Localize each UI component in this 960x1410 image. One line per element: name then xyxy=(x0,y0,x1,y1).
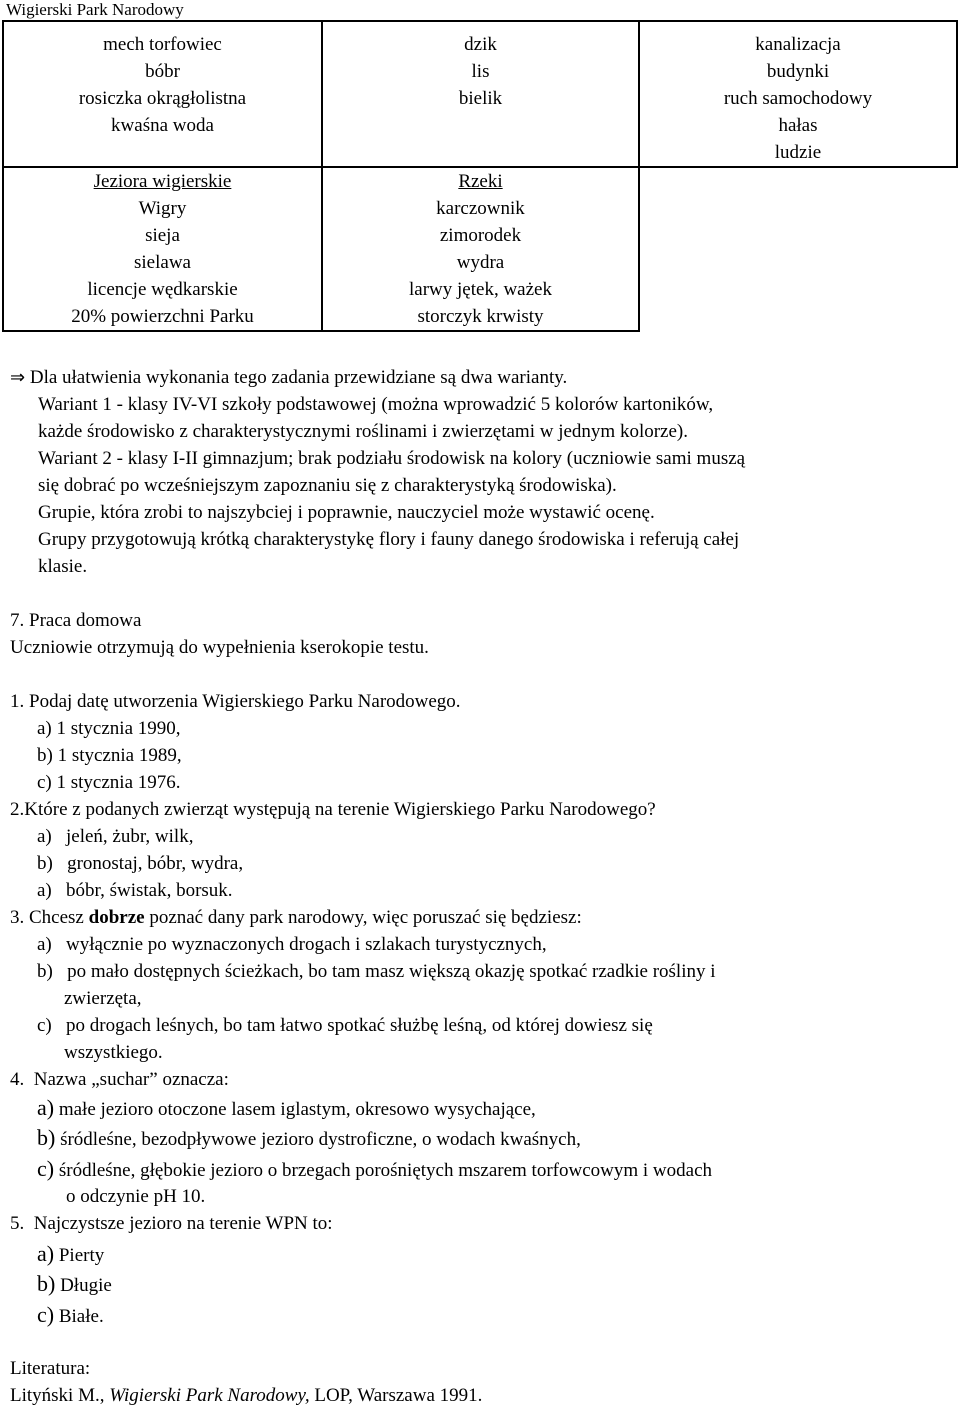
literature-publisher: LOP, Warszawa 1991. xyxy=(309,1385,483,1406)
note-line: Grupy przygotowują krótką charakterystykę flory i fauny danego środowiska i referują całej xyxy=(38,529,740,550)
answer-option: c) 1 stycznia 1976. xyxy=(37,772,181,793)
table-cell xyxy=(639,21,957,167)
answer-text: śródleśne, głębokie jezioro o brzegach porośniętych mszarem torfowcowym i wodach xyxy=(54,1160,713,1181)
note-line: Wariant 1 - klasy IV-VI szkoły podstawowej (można wprowadzić 5 kolorów kartoników, xyxy=(38,394,714,415)
answer-option xyxy=(37,1096,536,1122)
answer-continuation: o odczynie pH 10. xyxy=(66,1186,206,1207)
literature-title: Wigierski Park Narodowy, xyxy=(109,1385,310,1406)
answer-option xyxy=(37,1242,104,1268)
answer-continuation: wszystkiego. xyxy=(64,1042,163,1063)
table-row xyxy=(3,167,957,331)
cell-line: mech torfowiec xyxy=(103,34,222,55)
question-text: poznać dany park narodowy, więc poruszać się będziesz: xyxy=(144,907,582,928)
question-3 xyxy=(10,906,582,930)
table-cell-empty xyxy=(639,167,957,331)
question-text: 3. Chcesz xyxy=(10,907,89,928)
cell-line: karczownik xyxy=(436,198,525,219)
question-4: 4. Nazwa „suchar” oznacza: xyxy=(10,1069,229,1090)
environment-table xyxy=(2,20,958,332)
arrow-note xyxy=(10,366,567,390)
literature-label: Literatura: xyxy=(10,1358,91,1379)
answer-option: a) 1 stycznia 1990, xyxy=(37,718,181,739)
document-header: Wigierski Park Narodowy xyxy=(6,0,184,19)
table-cell xyxy=(3,167,322,331)
cell-line: bielik xyxy=(458,88,503,109)
answer-text: Długie xyxy=(55,1275,112,1296)
answer-letter: a) xyxy=(37,1241,55,1266)
cell-line: storczyk krwisty xyxy=(417,306,544,327)
answer-option: b) 1 stycznia 1989, xyxy=(37,745,182,766)
cell-line: bóbr xyxy=(145,61,180,82)
homework-intro: Uczniowie otrzymują do wypełnienia kserokopie testu. xyxy=(10,637,429,658)
cell-line: 20% powierzchni Parku xyxy=(71,306,254,327)
table-row xyxy=(3,21,957,167)
note-line: każde środowisko z charakterystycznymi roślinami i zwierzętami w jednym kolorze). xyxy=(38,421,688,442)
note-line: Dla ułatwienia wykonania tego zadania przewidziane są dwa warianty. xyxy=(29,367,568,388)
table-cell xyxy=(322,167,639,331)
answer-option: c) po drogach leśnych, bo tam łatwo spotkać służbę leśną, od której dowiesz się xyxy=(37,1015,653,1036)
question-1: 1. Podaj datę utworzenia Wigierskiego Parku Narodowego. xyxy=(10,691,461,712)
cell-line: hałas xyxy=(778,115,818,136)
note-line: klasie. xyxy=(38,556,88,577)
answer-continuation: zwierzęta, xyxy=(64,988,142,1009)
cell-line: lis xyxy=(471,61,490,82)
table-cell xyxy=(322,21,639,167)
cell-title: Jeziora wigierskie xyxy=(93,171,232,192)
answer-option xyxy=(37,1157,712,1183)
table-cell xyxy=(3,21,322,167)
note-line: Grupie, która zrobi to najszybciej i poprawnie, nauczyciel może wystawić ocenę. xyxy=(38,502,655,523)
cell-line: licencje wędkarskie xyxy=(87,279,238,300)
question-5: 5. Najczystsze jezioro na terenie WPN to: xyxy=(10,1213,333,1234)
answer-text: Pierty xyxy=(54,1245,105,1266)
literature-entry xyxy=(10,1384,482,1408)
answer-option xyxy=(37,1126,581,1152)
cell-line: Wigry xyxy=(138,198,187,219)
cell-line: rosiczka okrągłolistna xyxy=(78,88,247,109)
answer-letter: b) xyxy=(37,1125,56,1150)
cell-line: kwaśna woda xyxy=(111,115,214,136)
answer-option: b) gronostaj, bóbr, wydra, xyxy=(37,853,244,874)
answer-text: Białe. xyxy=(54,1306,104,1327)
cell-line: larwy jętek, ważek xyxy=(409,279,552,300)
answer-letter: b) xyxy=(37,1271,56,1296)
cell-line: budynki xyxy=(766,61,830,82)
question-2: 2.Które z podanych zwierząt występują na terenie Wigierskiego Parku Narodowego? xyxy=(10,799,656,820)
answer-letter: c) xyxy=(37,1302,55,1327)
cell-line: ludzie xyxy=(774,142,822,163)
cell-line: zimorodek xyxy=(439,225,522,246)
note-line: Wariant 2 - klasy I-II gimnazjum; brak podziału środowisk na kolory (uczniowie sami muszą xyxy=(38,448,746,469)
answer-option xyxy=(37,1303,104,1329)
answer-letter: c) xyxy=(37,1156,55,1181)
cell-line: sieja xyxy=(145,225,180,246)
answer-option: b) po mało dostępnych ścieżkach, bo tam masz większą okazję spotkać rzadkie rośliny i xyxy=(37,961,716,982)
cell-line: kanalizacja xyxy=(755,34,841,55)
cell-line: ruch samochodowy xyxy=(723,88,873,109)
answer-option xyxy=(37,1272,112,1298)
answer-option: a) bóbr, świstak, borsuk. xyxy=(37,880,233,901)
cell-title: Rzeki xyxy=(458,171,503,192)
answer-text: małe jezioro otoczone lasem iglastym, okresowo wysychające, xyxy=(54,1099,536,1120)
answer-option: a) wyłącznie po wyznaczonych drogach i szlakach turystycznych, xyxy=(37,934,547,955)
answer-text: śródleśne, bezodpływowe jezioro dystroficzne, o wodach kwaśnych, xyxy=(55,1129,581,1150)
answer-option: a) jeleń, żubr, wilk, xyxy=(37,826,194,847)
cell-line: dzik xyxy=(464,34,497,55)
answer-letter: a) xyxy=(37,1095,55,1120)
right-double-arrow-icon: ⇒ xyxy=(10,367,26,388)
literature-author: Lityński M., xyxy=(10,1385,110,1406)
note-line: się dobrać po wcześniejszym zapoznaniu się z charakterystyką środowiska). xyxy=(38,475,617,496)
cell-line: wydra xyxy=(456,252,505,273)
homework-heading: 7. Praca domowa xyxy=(10,610,142,631)
cell-line: sielawa xyxy=(134,252,191,273)
question-emphasis: dobrze xyxy=(88,907,145,928)
